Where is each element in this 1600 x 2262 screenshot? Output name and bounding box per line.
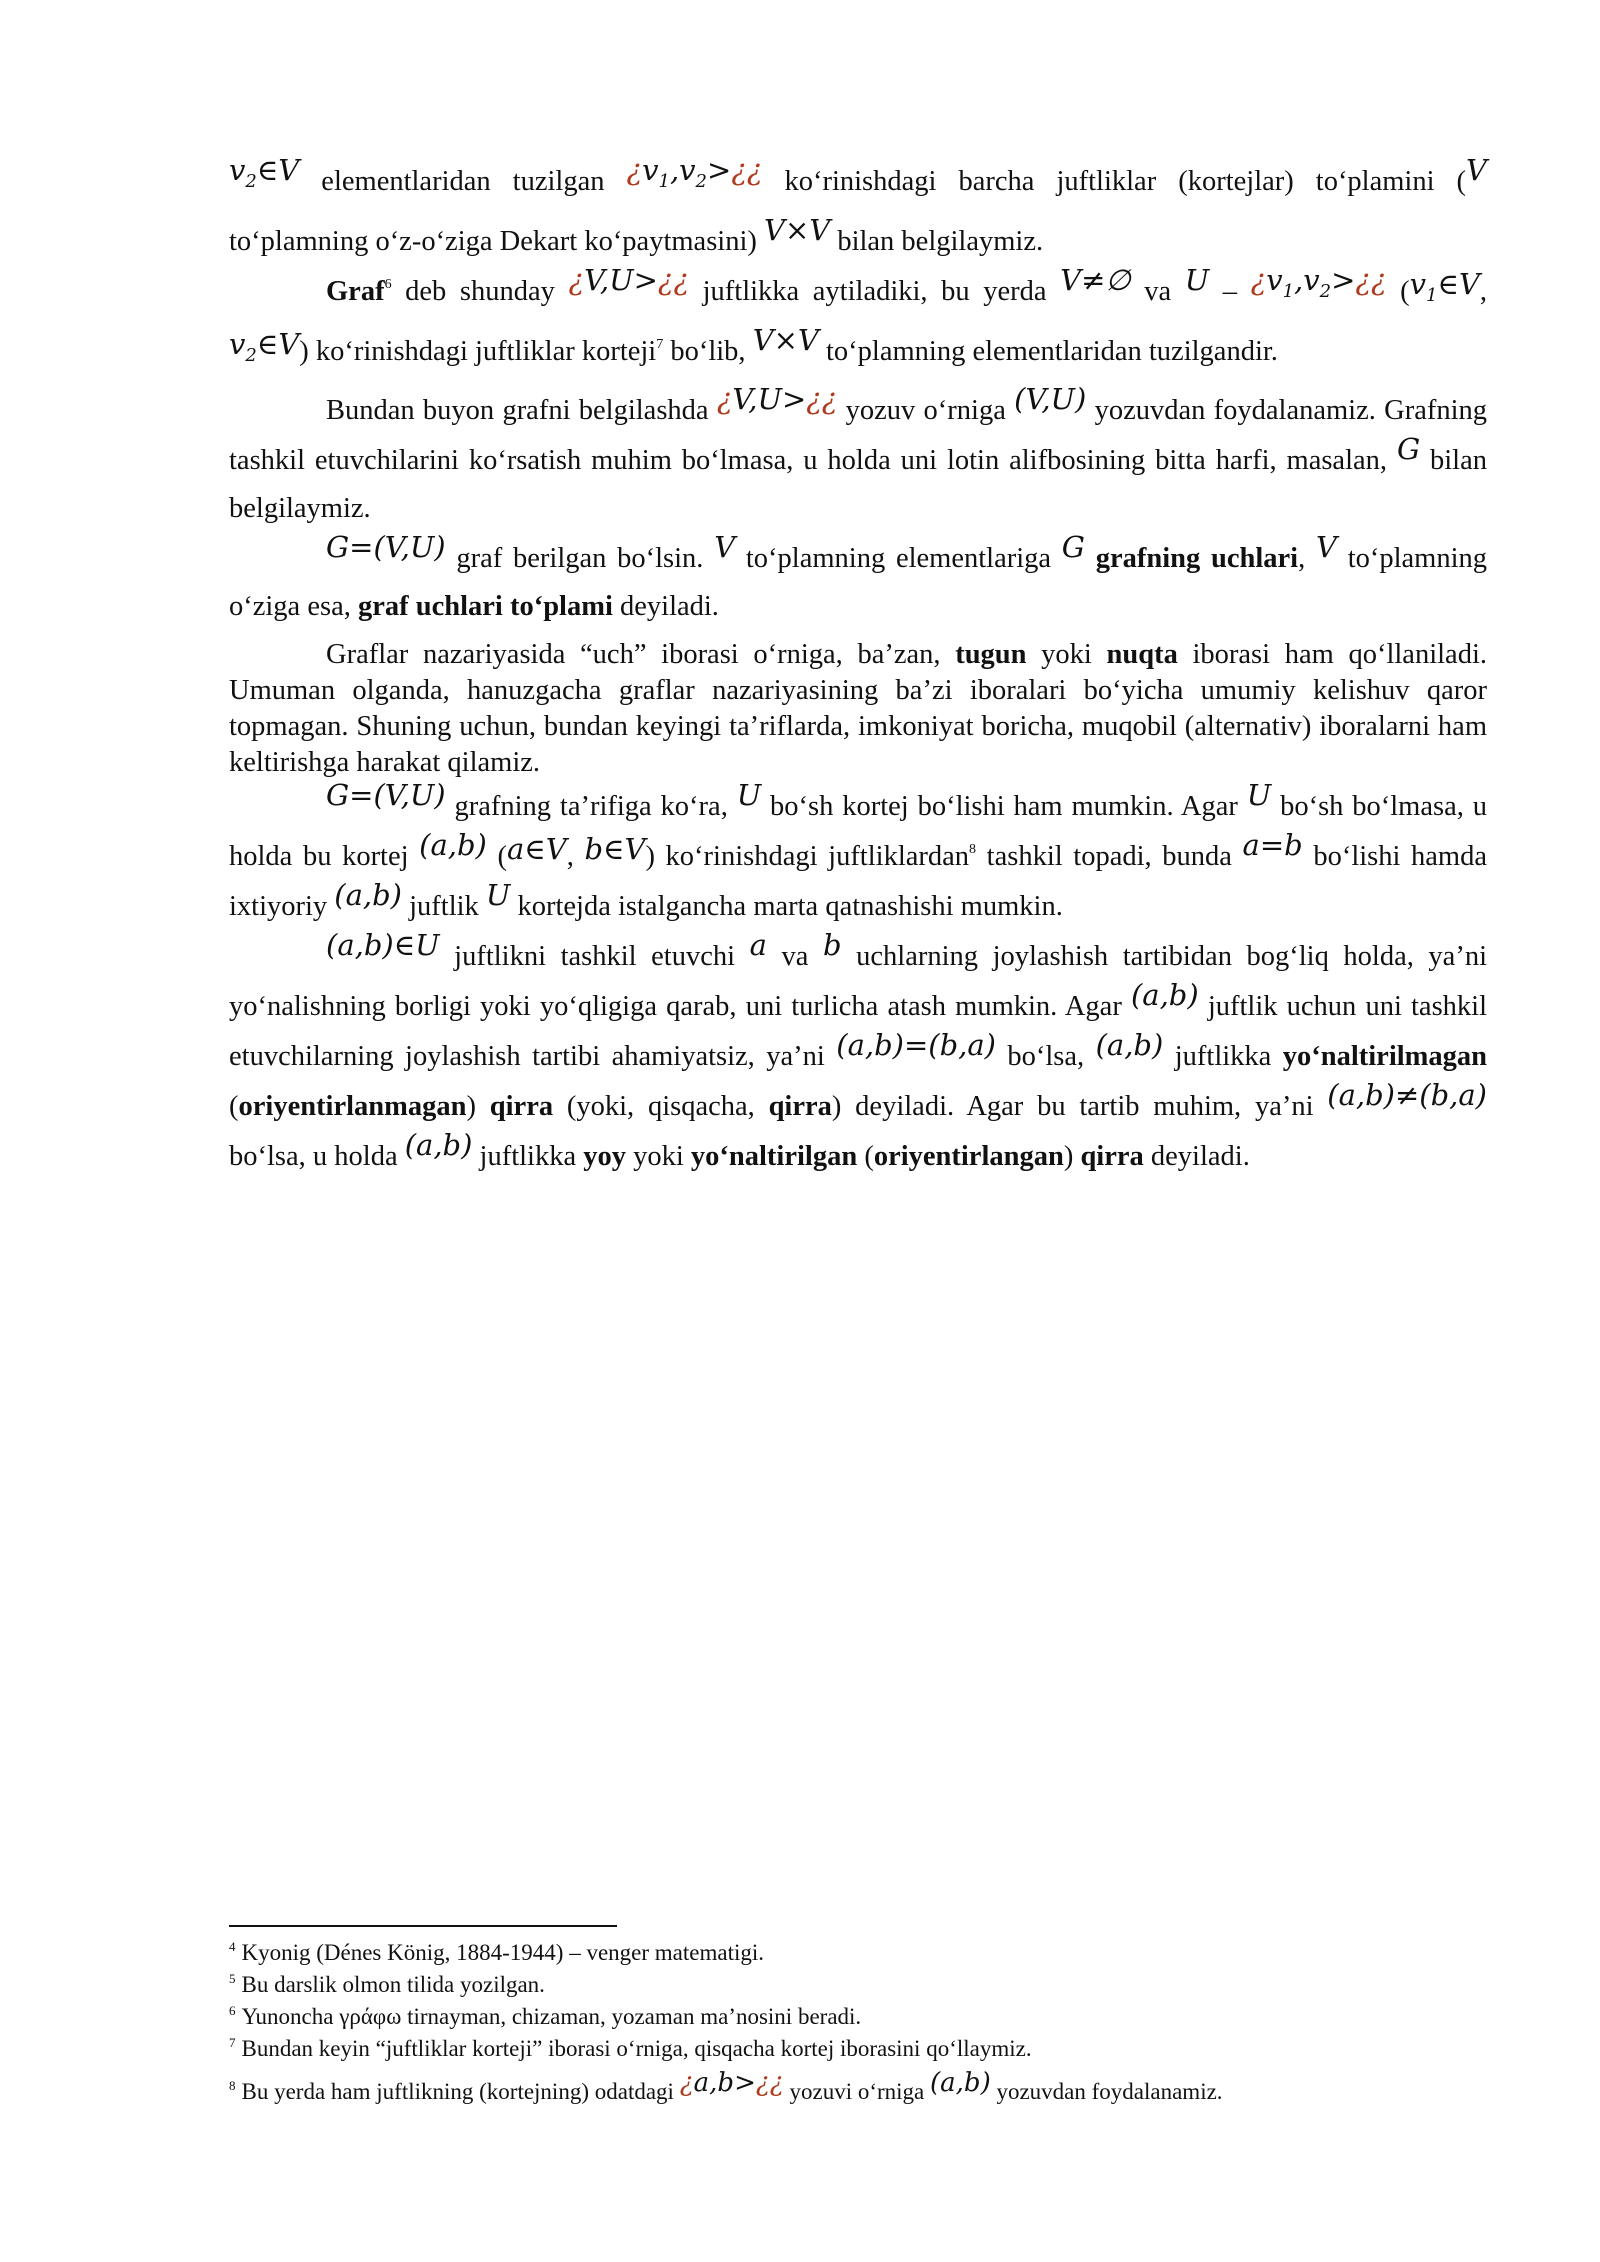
formula: ¿$v_1,v_2>¿¿$ [1250, 262, 1387, 302]
formula: (a,b) [1130, 978, 1199, 1013]
main-text [229, 153, 1488, 1181]
formula: (a,b) [930, 2068, 991, 2098]
formula: ¿V,U>¿¿ [716, 382, 838, 417]
paragraph-6: G=(V,U) grafning ta’rifiga ko‘ra, U bo‘sh kortej bo‘lishi ham mumkin. Agar U bo‘sh bo‘lmasa, u holda bu kortej (a,b) (a∈V, b∈V) ko‘rinishdagi juftliklardan$^8$ tashkil topadi, bunda a=b bo‘lishi hamda ixtiyoriy (a,b) juftlik U kortejda istalgancha marta qatnashishi mumkin. [229, 778, 1488, 923]
footnotes [229, 1937, 1487, 2108]
formula: a=b [1242, 828, 1303, 863]
paragraph-3: Bundan buyon grafni belgilashda ¿V,U>¿¿ yozuv o‘rniga (V,U) yozuvdan foydalanamiz. Grafning tashkil etuvchilarini ko‘rsatish muhim bo‘lmasa, u holda uni lotin alifbosining bitta harfi, masalan, G bilan belgilaymiz. [229, 382, 1487, 525]
formula: ¿a,b>¿¿ [679, 2068, 784, 2098]
paragraph-5: Graflar nazariyasida “uch” iborasi o‘rniga, ba’zan, tugun yoki nuqta iborasi ham qo‘llaniladi. Umuman olganda, hanuzgacha graflar nazariyasining ba’zi iboralari bo‘yicha umumiy kelishuv qaror topmagan. Shuning uchun, bundan keyingi ta’riflarda, imkoniyat boricha, muqobil (alternativ) iboralarni ham keltirishga harakat qilamiz. [229, 639, 1487, 779]
formula: ¿V,U>¿¿ [568, 262, 690, 297]
formula: $v_2\in V$ [229, 326, 300, 366]
footnote-ref[interactable]: 6 [384, 276, 392, 292]
formula: U [736, 778, 762, 813]
formula: a [749, 928, 767, 963]
formula: (V,U) [1014, 382, 1087, 417]
formula: G [1396, 432, 1421, 467]
formula: V≠∅ [1060, 262, 1131, 297]
paragraph-4: G=(V,U) graf berilgan bo‘lsin. V to‘plamning elementlariga G grafning uchlari, V to‘plamning o‘ziga esa, graf uchlari to‘plami deyiladi. [229, 530, 1488, 623]
footnote-8: $^8$ Bu yerda ham juftlikning (kortejning) odatdagi ¿a,b>¿¿ yozuvi o‘rniga (a,b) yozuvdan foydalanamiz. [229, 2068, 1223, 2104]
formula: (a,b) [419, 828, 487, 863]
formula: a∈V [507, 832, 567, 867]
formula: b∈V [584, 832, 646, 867]
paragraph-7: (a,b)∈U juftlikni tashkil etuvchi a va b uchlarning joylashish tartibidan bog‘liq holda, ya’ni yo‘nalishning borligi yoki yo‘qligiga qarab, uni turlicha atash mumkin. Agar (a,b) juftlik uchun uni tashkil etuvchilarning joylashish tartibi ahamiyatsiz, ya’ni (a,b)=(b,a) bo‘lsa, (a,b) juftlikka yo‘naltirilmagan (oriyentirlanmagan) qirra (yoki, qisqacha, qirra) deyiladi. Agar bu tartib muhim, ya’ni (a,b)≠(b,a) bo‘lsa, u holda (a,b) juftlikka yoy yoki yo‘naltirilgan (oriyentirlangan) qirra deyiladi. [229, 928, 1487, 1173]
formula: U [1184, 262, 1210, 297]
formula: V×V [764, 212, 831, 247]
formula: $v_2\in V$ [229, 153, 300, 192]
formula: (a,b)∈U [326, 928, 440, 963]
paragraph-2: Graf$^6$ deb shunday ¿V,U>¿¿ juftlikka aytiladiki, bu yerda V≠∅ va $U - ¿v_1,v_2>¿¿$ ($v_1\in V$, $v_2\in V$) ko‘rinishdagi juftliklar korteji$^7$ bo‘lib, V×V to‘plamning elementlaridan tuzilgandir. [229, 262, 1488, 367]
footnote-5: $^5$ Bu darslik olmon tilida yozilgan. [229, 1971, 545, 1997]
formula: b [822, 928, 842, 963]
formula: (a,b)≠(b,a) [1327, 1078, 1487, 1113]
formula: (a,b) [1095, 1028, 1164, 1063]
formula: G=(V,U) [326, 530, 446, 565]
footnote-ref[interactable]: 8 [969, 842, 977, 858]
footnote-separator [229, 1925, 617, 1927]
formula: V [714, 530, 736, 565]
paragraph-1: $v_2\in V$ elementlaridan tuzilgan ¿$v_1,v_2>¿¿$ ko‘rinishdagi barcha juftliklar (kortejlar) to‘plamini (V to‘plamning o‘z-o‘ziga Dekart ko‘paytmasini) V×V bilan belgilaymiz. [229, 153, 1487, 257]
footnote-6: $^6$ Yunoncha γράφω tirnayman, chizaman, yozaman ma’nosini beradi. [229, 2003, 862, 2029]
formula: (a,b)=(b,a) [836, 1028, 996, 1063]
formula: V×V [752, 322, 819, 357]
formula: U [1246, 778, 1272, 813]
formula: V [1315, 530, 1337, 565]
footnote-ref[interactable]: 7 [656, 336, 664, 352]
formula: G [1061, 530, 1085, 565]
formula: V [1466, 153, 1487, 187]
formula: (a,b) [404, 1128, 473, 1163]
formula: $v_1\in V$ [1409, 266, 1480, 306]
footnote-7: $^7$ Bundan keyin “juftliklar korteji” iborasi o‘rniga, qisqacha kortej iborasini qo‘llaymiz. [229, 2035, 1032, 2061]
formula: (a,b) [334, 878, 402, 913]
formula: U [485, 878, 511, 913]
formula: ¿$v_1,v_2>¿¿$ [626, 153, 763, 192]
footnote-4: $^4$ Kyonig (Dénes König, 1884-1944) – venger matematigi. [229, 1939, 764, 1965]
formula: G=(V,U) [326, 778, 446, 813]
